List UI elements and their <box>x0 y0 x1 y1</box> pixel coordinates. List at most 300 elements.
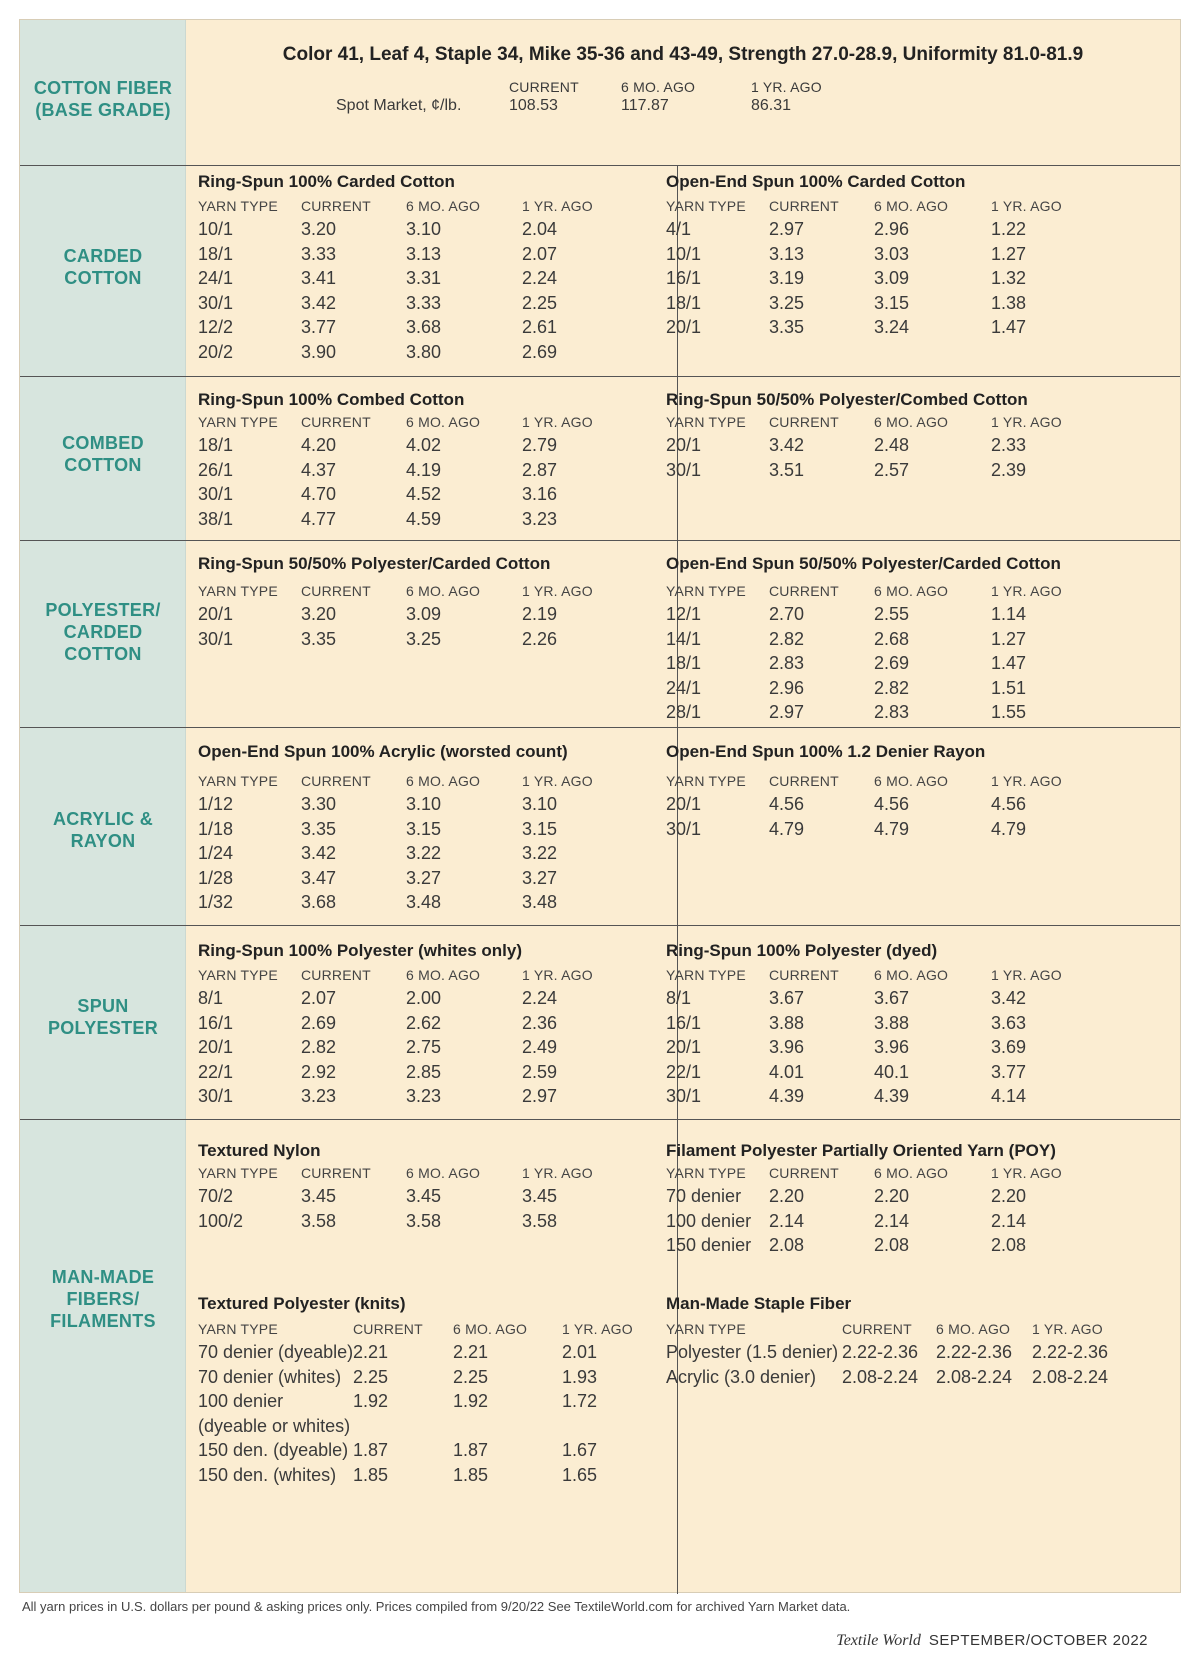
column-header: 1 YR. AGO <box>562 1321 633 1337</box>
yarn-type-cell: 10/1 <box>666 243 702 264</box>
price-cell: 2.22-2.36 <box>842 1342 919 1362</box>
price-cell: 1.65 <box>562 1464 598 1485</box>
price-cell: 3.68 <box>301 892 337 913</box>
price-cell: 3.48 <box>406 892 442 913</box>
yarn-type-cell: 12/1 <box>666 604 702 624</box>
price-cell: 2.24 <box>522 988 558 1008</box>
yarn-type-cell: 20/1 <box>198 604 234 624</box>
price-cell: 2.82 <box>301 1037 337 1058</box>
price-cell: 1.27 <box>991 628 1027 649</box>
column-header: YARN TYPE <box>666 967 746 983</box>
price-cell: 2.08-2.24 <box>842 1366 919 1387</box>
column-header: CURRENT <box>301 583 371 599</box>
price-cell: 2.08 <box>874 1235 910 1256</box>
price-cell: 3.90 <box>301 341 337 362</box>
section-title: Open-End Spun 100% 1.2 Denier Rayon <box>666 742 986 761</box>
price-cell: 2.69 <box>522 341 558 362</box>
price-cell: 3.25 <box>406 628 442 649</box>
yarn-type-cell: 100/2 <box>198 1210 244 1231</box>
yarn-type-cell: 1/18 <box>198 818 234 839</box>
section-title: Man-Made Staple Fiber <box>666 1294 852 1313</box>
category-line: POLYESTER/ <box>45 600 161 620</box>
price-cell: 3.58 <box>301 1210 337 1231</box>
price-cell: 3.19 <box>769 268 805 289</box>
price-cell: 3.45 <box>406 1186 442 1206</box>
column-header: 1 YR. AGO <box>522 967 593 983</box>
column-header: 1 YR. AGO <box>991 583 1062 599</box>
price-cell: 2.07 <box>301 988 337 1008</box>
yarn-type-cell: 30/1 <box>666 818 702 839</box>
yarn-type-cell: 30/1 <box>666 459 702 480</box>
price-cell: 4.39 <box>874 1086 910 1107</box>
price-cell: 1.92 <box>453 1391 489 1412</box>
price-cell: 2.57 <box>874 459 910 480</box>
column-header: CURRENT <box>769 1165 839 1181</box>
price-cell: 2.14 <box>991 1210 1027 1231</box>
section-title: Textured Polyester (knits) <box>198 1294 406 1313</box>
section-title: Open-End Spun 50/50% Polyester/Carded Cotton <box>666 554 1061 573</box>
price-cell: 1.38 <box>991 292 1027 313</box>
yarn-type-cell: 18/1 <box>198 435 234 455</box>
yarn-type-cell: 30/1 <box>198 628 234 649</box>
column-header: CURRENT <box>301 198 371 214</box>
price-cell: 2.26 <box>522 628 558 649</box>
yarn-type-cell: 70/2 <box>198 1186 234 1206</box>
fiber-grade-title: Color 41, Leaf 4, Staple 34, Mike 35-36 and 43-49, Strength 27.0-28.9, Uniformity 81.0-81.9 <box>282 44 1084 65</box>
price-cell: 2.82 <box>874 677 910 698</box>
category-line: COTTON FIBER <box>33 78 173 98</box>
yarn-type-cell: 1/32 <box>198 892 234 913</box>
section-divider <box>20 165 1180 166</box>
column-header: 6 MO. AGO <box>874 198 949 214</box>
section-title: Ring-Spun 50/50% Polyester/Carded Cotton <box>198 554 551 573</box>
column-header: YARN TYPE <box>198 1165 278 1181</box>
column-header: 1 YR. AGO <box>522 414 593 430</box>
category-line: FIBERS/ <box>66 1289 140 1309</box>
price-cell: 3.77 <box>991 1061 1027 1082</box>
price-cell: 2.24 <box>522 268 558 289</box>
price-cell: 3.67 <box>769 988 805 1008</box>
category-line: COTTON <box>64 455 142 475</box>
price-cell: 3.88 <box>769 1012 805 1033</box>
price-cell: 1.32 <box>991 268 1027 289</box>
column-header: 1 YR. AGO <box>522 773 593 789</box>
column-header: YARN TYPE <box>666 773 746 789</box>
column-header: 1 YR. AGO <box>991 967 1062 983</box>
price-cell: 2.36 <box>522 1012 558 1033</box>
price-cell: 3.51 <box>769 459 805 480</box>
yarn-type-cell: 24/1 <box>198 268 234 289</box>
price-cell: 3.13 <box>406 243 442 264</box>
section-divider <box>20 925 1180 926</box>
yarn-type-cell: 18/1 <box>666 292 702 313</box>
spot-market-label: Spot Market, ¢/lb. <box>336 97 462 114</box>
column-header: 1 YR. AGO <box>1032 1321 1103 1337</box>
price-cell: 3.30 <box>301 794 337 814</box>
category-label <box>20 245 186 289</box>
category-label <box>20 432 186 476</box>
price-cell: 3.23 <box>301 1086 337 1107</box>
column-header: YARN TYPE <box>198 583 278 599</box>
price-cell: 2.97 <box>522 1086 558 1107</box>
yarn-type-cell: 70 denier (dyeable) <box>198 1342 354 1362</box>
price-cell: 2.33 <box>991 435 1027 455</box>
price-cell: 4.59 <box>406 508 442 529</box>
category-label <box>20 599 186 665</box>
column-header: 6 MO. AGO <box>453 1321 528 1337</box>
price-cell: 2.08 <box>991 1235 1027 1256</box>
price-cell: 2.20 <box>769 1186 805 1206</box>
price-cell: 2.49 <box>522 1037 558 1058</box>
price-cell: 4.37 <box>301 459 337 480</box>
price-cell: 1.47 <box>991 317 1027 338</box>
price-cell: 3.67 <box>874 988 910 1008</box>
yarn-type-cell: 18/1 <box>666 653 702 674</box>
category-line: MAN-MADE <box>51 1267 155 1287</box>
price-cell: 2.08-2.24 <box>1032 1366 1109 1387</box>
price-cell: 3.16 <box>522 484 558 505</box>
category-line: CARDED <box>63 246 143 266</box>
price-cell: 3.47 <box>301 867 337 888</box>
column-header: 1 YR. AGO <box>522 198 593 214</box>
column-header: CURRENT <box>769 414 839 430</box>
yarn-type-cell: 20/1 <box>666 435 702 455</box>
column-header: YARN TYPE <box>198 773 278 789</box>
price-cell: 2.22-2.36 <box>1032 1342 1109 1362</box>
column-header: YARN TYPE <box>666 414 746 430</box>
column-header: YARN TYPE <box>198 1321 278 1337</box>
price-cell: 1.55 <box>991 702 1027 723</box>
price-cell: 3.33 <box>301 243 337 264</box>
column-header: 1 YR. AGO <box>991 414 1062 430</box>
price-cell: 3.42 <box>301 843 337 864</box>
column-header: CURRENT <box>353 1321 423 1337</box>
price-cell: 3.09 <box>874 268 910 289</box>
section-divider <box>20 727 1180 728</box>
price-cell: 2.55 <box>874 604 910 624</box>
price-cell: 2.62 <box>406 1012 442 1033</box>
price-cell: 2.07 <box>522 243 558 264</box>
price-cell: 3.35 <box>301 818 337 839</box>
column-header: 1 YR. AGO <box>991 773 1062 789</box>
price-cell: 2.96 <box>769 677 805 698</box>
category-line: CARDED <box>63 622 143 642</box>
price-cell: 2.61 <box>522 317 558 338</box>
price-cell: 1.47 <box>991 653 1027 674</box>
price-cell: 2.00 <box>406 988 442 1008</box>
price-cell: 3.68 <box>406 317 442 338</box>
yarn-type-cell: 70 denier <box>666 1186 742 1206</box>
category-line: ACRYLIC & <box>52 809 154 829</box>
price-cell: 3.96 <box>769 1037 805 1058</box>
price-cell: 3.25 <box>769 292 805 313</box>
yarn-type-cell: 14/1 <box>666 628 702 649</box>
price-cell: 2.70 <box>769 604 805 624</box>
price-cell: 3.48 <box>522 892 558 913</box>
category-line: RAYON <box>70 831 136 851</box>
issue-date: SEPTEMBER/OCTOBER 2022 <box>928 1632 1148 1649</box>
price-cell: 3.23 <box>522 508 558 529</box>
price-cell: 3.42 <box>991 988 1027 1008</box>
price-cell: 2.25 <box>453 1366 489 1387</box>
price-cell: 1.72 <box>562 1391 598 1412</box>
price-cell: 3.63 <box>991 1012 1027 1033</box>
category-line: COMBED <box>62 433 144 453</box>
price-cell: 3.42 <box>301 292 337 313</box>
price-cell: 1.92 <box>353 1391 389 1412</box>
price-cell: 3.10 <box>406 794 442 814</box>
column-header: CURRENT <box>769 773 839 789</box>
price-cell: 3.31 <box>406 268 442 289</box>
price-cell: 3.27 <box>522 867 558 888</box>
category-label <box>20 808 186 852</box>
column-header: YARN TYPE <box>198 198 278 214</box>
price-cell: 2.97 <box>769 702 805 723</box>
column-header: CURRENT <box>301 1165 371 1181</box>
section-title: Ring-Spun 100% Polyester (dyed) <box>666 941 938 960</box>
section-title: Ring-Spun 50/50% Polyester/Combed Cotton <box>666 390 1028 409</box>
category-line: (BASE GRADE) <box>35 100 171 120</box>
price-cell: 3.24 <box>874 317 910 338</box>
price-cell: 1.27 <box>991 243 1027 264</box>
section-title: Ring-Spun 100% Carded Cotton <box>198 172 455 191</box>
column-header: CURRENT <box>769 583 839 599</box>
section-divider <box>20 376 1180 377</box>
price-cell: 4.79 <box>991 818 1027 839</box>
price-cell: 4.52 <box>406 484 442 505</box>
column-header: 6 MO. AGO <box>406 198 481 214</box>
price-cell: 2.20 <box>874 1186 910 1206</box>
price-cell: 3.10 <box>406 219 442 239</box>
price-cell: 2.75 <box>406 1037 442 1058</box>
column-header: CURRENT <box>842 1321 912 1337</box>
price-cell: 2.39 <box>991 459 1027 480</box>
price-cell: 2.83 <box>769 653 805 674</box>
category-label <box>20 995 186 1039</box>
yarn-type-cell: 16/1 <box>666 1012 702 1033</box>
yarn-market-table <box>19 19 1181 1593</box>
column-header: 1 YR. AGO <box>991 198 1062 214</box>
fiber-column-header: 6 MO. AGO <box>621 79 696 95</box>
price-cell: 3.96 <box>874 1037 910 1058</box>
yarn-type-cell: 30/1 <box>198 484 234 505</box>
yarn-type-cell: Acrylic (3.0 denier) <box>666 1366 817 1387</box>
price-cell: 2.82 <box>769 628 805 649</box>
yarn-type-cell: 150 denier <box>666 1235 752 1256</box>
yarn-type-cell: 70 denier (whites) <box>198 1366 342 1387</box>
column-header: YARN TYPE <box>198 967 278 983</box>
column-header: CURRENT <box>301 967 371 983</box>
price-cell: 4.70 <box>301 484 337 505</box>
price-cell: 2.25 <box>353 1366 389 1387</box>
spot-market-value: 117.87 <box>621 97 669 114</box>
price-cell: 3.10 <box>522 794 558 814</box>
column-header: YARN TYPE <box>666 583 746 599</box>
price-cell: 4.39 <box>769 1086 805 1107</box>
column-header: 1 YR. AGO <box>522 1165 593 1181</box>
column-header: 6 MO. AGO <box>874 414 949 430</box>
price-cell: 2.87 <box>522 459 558 480</box>
column-header: 6 MO. AGO <box>406 583 481 599</box>
price-cell: 1.93 <box>562 1366 598 1387</box>
price-cell: 40.1 <box>874 1061 910 1082</box>
price-cell: 2.25 <box>522 292 558 313</box>
price-cell: 2.96 <box>874 219 910 239</box>
category-line: FILAMENTS <box>50 1311 156 1331</box>
price-cell: 4.56 <box>991 794 1027 814</box>
section-title: Open-End Spun 100% Acrylic (worsted count) <box>198 742 568 761</box>
yarn-type-cell: 30/1 <box>198 1086 234 1107</box>
yarn-type-cell: Polyester (1.5 denier) <box>666 1342 839 1362</box>
price-cell: 3.88 <box>874 1012 910 1033</box>
yarn-type-cell: 26/1 <box>198 459 234 480</box>
price-cell: 1.85 <box>453 1464 489 1485</box>
yarn-type-cell: 8/1 <box>666 988 692 1008</box>
yarn-type-cell: 150 den. (whites) <box>198 1464 337 1485</box>
publication-credit <box>836 1632 1148 1650</box>
yarn-type-cell: 30/1 <box>198 292 234 313</box>
yarn-type-cell: 10/1 <box>198 219 234 239</box>
price-cell: 3.23 <box>406 1086 442 1107</box>
yarn-type-cell: 20/1 <box>666 1037 702 1058</box>
column-header: YARN TYPE <box>666 1321 746 1337</box>
price-cell: 2.68 <box>874 628 910 649</box>
column-header: 6 MO. AGO <box>406 773 481 789</box>
fiber-column-header: CURRENT <box>509 79 579 95</box>
price-cell: 3.45 <box>301 1186 337 1206</box>
column-header: 6 MO. AGO <box>874 583 949 599</box>
category-label <box>20 77 186 121</box>
column-header: CURRENT <box>769 967 839 983</box>
yarn-type-cell: 1/12 <box>198 794 234 814</box>
price-cell: 3.15 <box>874 292 910 313</box>
price-cell: 3.22 <box>406 843 442 864</box>
price-cell: 3.35 <box>769 317 805 338</box>
yarn-type-cell: 1/28 <box>198 867 234 888</box>
magazine-name: Textile World <box>836 1632 921 1649</box>
price-cell: 3.09 <box>406 604 442 624</box>
price-cell: 2.04 <box>522 219 558 239</box>
category-line: COTTON <box>64 644 142 664</box>
price-cell: 4.56 <box>874 794 910 814</box>
column-header: CURRENT <box>769 198 839 214</box>
yarn-type-cell: 24/1 <box>666 677 702 698</box>
price-cell: 2.79 <box>522 435 558 455</box>
yarn-type-cell: 28/1 <box>666 702 702 723</box>
yarn-type-cell: 20/1 <box>666 794 702 814</box>
price-cell: 1.87 <box>453 1440 489 1461</box>
category-line: SPUN <box>77 996 129 1016</box>
section-title: Open-End Spun 100% Carded Cotton <box>666 172 966 191</box>
price-cell: 4.79 <box>874 818 910 839</box>
price-cell: 3.03 <box>874 243 910 264</box>
price-cell: 2.97 <box>769 219 805 239</box>
yarn-type-cell: 100 denier <box>666 1210 752 1231</box>
footnote: All yarn prices in U.S. dollars per pound & asking prices only. Prices compiled from 9/20/22 See TextileWorld.com for archived Yarn Market data. <box>22 1599 851 1614</box>
category-line: POLYESTER <box>47 1018 159 1038</box>
price-cell: 3.22 <box>522 843 558 864</box>
yarn-type-cell: 12/2 <box>198 317 234 338</box>
price-cell: 3.15 <box>522 818 558 839</box>
price-cell: 2.14 <box>769 1210 805 1231</box>
price-cell: 4.02 <box>406 435 442 455</box>
price-cell: 3.13 <box>769 243 805 264</box>
section-divider <box>20 540 1180 541</box>
price-cell: 2.01 <box>562 1342 598 1362</box>
price-cell: 3.20 <box>301 219 337 239</box>
price-cell: 3.15 <box>406 818 442 839</box>
price-cell: 3.69 <box>991 1037 1027 1058</box>
price-cell: 3.20 <box>301 604 337 624</box>
category-label <box>20 1266 186 1332</box>
fiber-column-header: 1 YR. AGO <box>751 79 822 95</box>
yarn-type-cell: 30/1 <box>666 1086 702 1107</box>
yarn-type-cell: 18/1 <box>198 243 234 264</box>
yarn-type-cell: 38/1 <box>198 508 234 529</box>
column-header: 6 MO. AGO <box>936 1321 1011 1337</box>
price-cell: 2.21 <box>353 1342 389 1362</box>
price-cell: 2.69 <box>301 1012 337 1033</box>
column-header: 6 MO. AGO <box>406 967 481 983</box>
yarn-type-cell: 8/1 <box>198 988 224 1008</box>
spot-market-value: 108.53 <box>509 97 558 114</box>
price-cell: 3.77 <box>301 317 337 338</box>
price-cell: 2.08-2.24 <box>936 1366 1013 1387</box>
price-cell: 4.77 <box>301 508 337 529</box>
section-title: Ring-Spun 100% Combed Cotton <box>198 390 465 409</box>
yarn-type-cell: 20/1 <box>198 1037 234 1058</box>
column-header: 6 MO. AGO <box>874 773 949 789</box>
price-cell: 3.42 <box>769 435 805 455</box>
column-header: 6 MO. AGO <box>406 414 481 430</box>
column-header: 1 YR. AGO <box>991 1165 1062 1181</box>
price-cell: 4.01 <box>769 1061 805 1082</box>
section-divider <box>20 1119 1180 1120</box>
price-cell: 4.19 <box>406 459 442 480</box>
price-cell: 1.14 <box>991 604 1027 624</box>
price-cell: 2.21 <box>453 1342 489 1362</box>
yarn-type-cell: 20/2 <box>198 341 234 362</box>
price-cell: 4.14 <box>991 1086 1027 1107</box>
price-cell: 3.27 <box>406 867 442 888</box>
price-cell: 2.08 <box>769 1235 805 1256</box>
price-cell: 1.22 <box>991 219 1027 239</box>
price-cell: 2.69 <box>874 653 910 674</box>
category-line: COTTON <box>64 268 142 288</box>
price-cell: 2.92 <box>301 1061 337 1082</box>
price-cell: 3.41 <box>301 268 337 289</box>
column-header: CURRENT <box>301 773 371 789</box>
column-header: 6 MO. AGO <box>874 1165 949 1181</box>
column-header: YARN TYPE <box>666 1165 746 1181</box>
spot-market-value: 86.31 <box>751 97 792 114</box>
column-header: 1 YR. AGO <box>522 583 593 599</box>
price-cell: 3.80 <box>406 341 442 362</box>
price-cell: 4.79 <box>769 818 805 839</box>
yarn-type-cell: 22/1 <box>666 1061 702 1082</box>
yarn-type-cell: 16/1 <box>666 268 702 289</box>
column-header: 6 MO. AGO <box>874 967 949 983</box>
yarn-type-cell: 1/24 <box>198 843 234 864</box>
price-cell: 2.14 <box>874 1210 910 1231</box>
yarn-type-cell: 22/1 <box>198 1061 234 1082</box>
yarn-type-cell: (dyeable or whites) <box>198 1415 351 1436</box>
price-cell: 3.33 <box>406 292 442 313</box>
price-cell: 4.56 <box>769 794 805 814</box>
section-title: Filament Polyester Partially Oriented Yarn (POY) <box>666 1141 1056 1160</box>
yarn-type-cell: 150 den. (dyeable) <box>198 1440 349 1461</box>
price-cell: 3.58 <box>522 1210 558 1231</box>
